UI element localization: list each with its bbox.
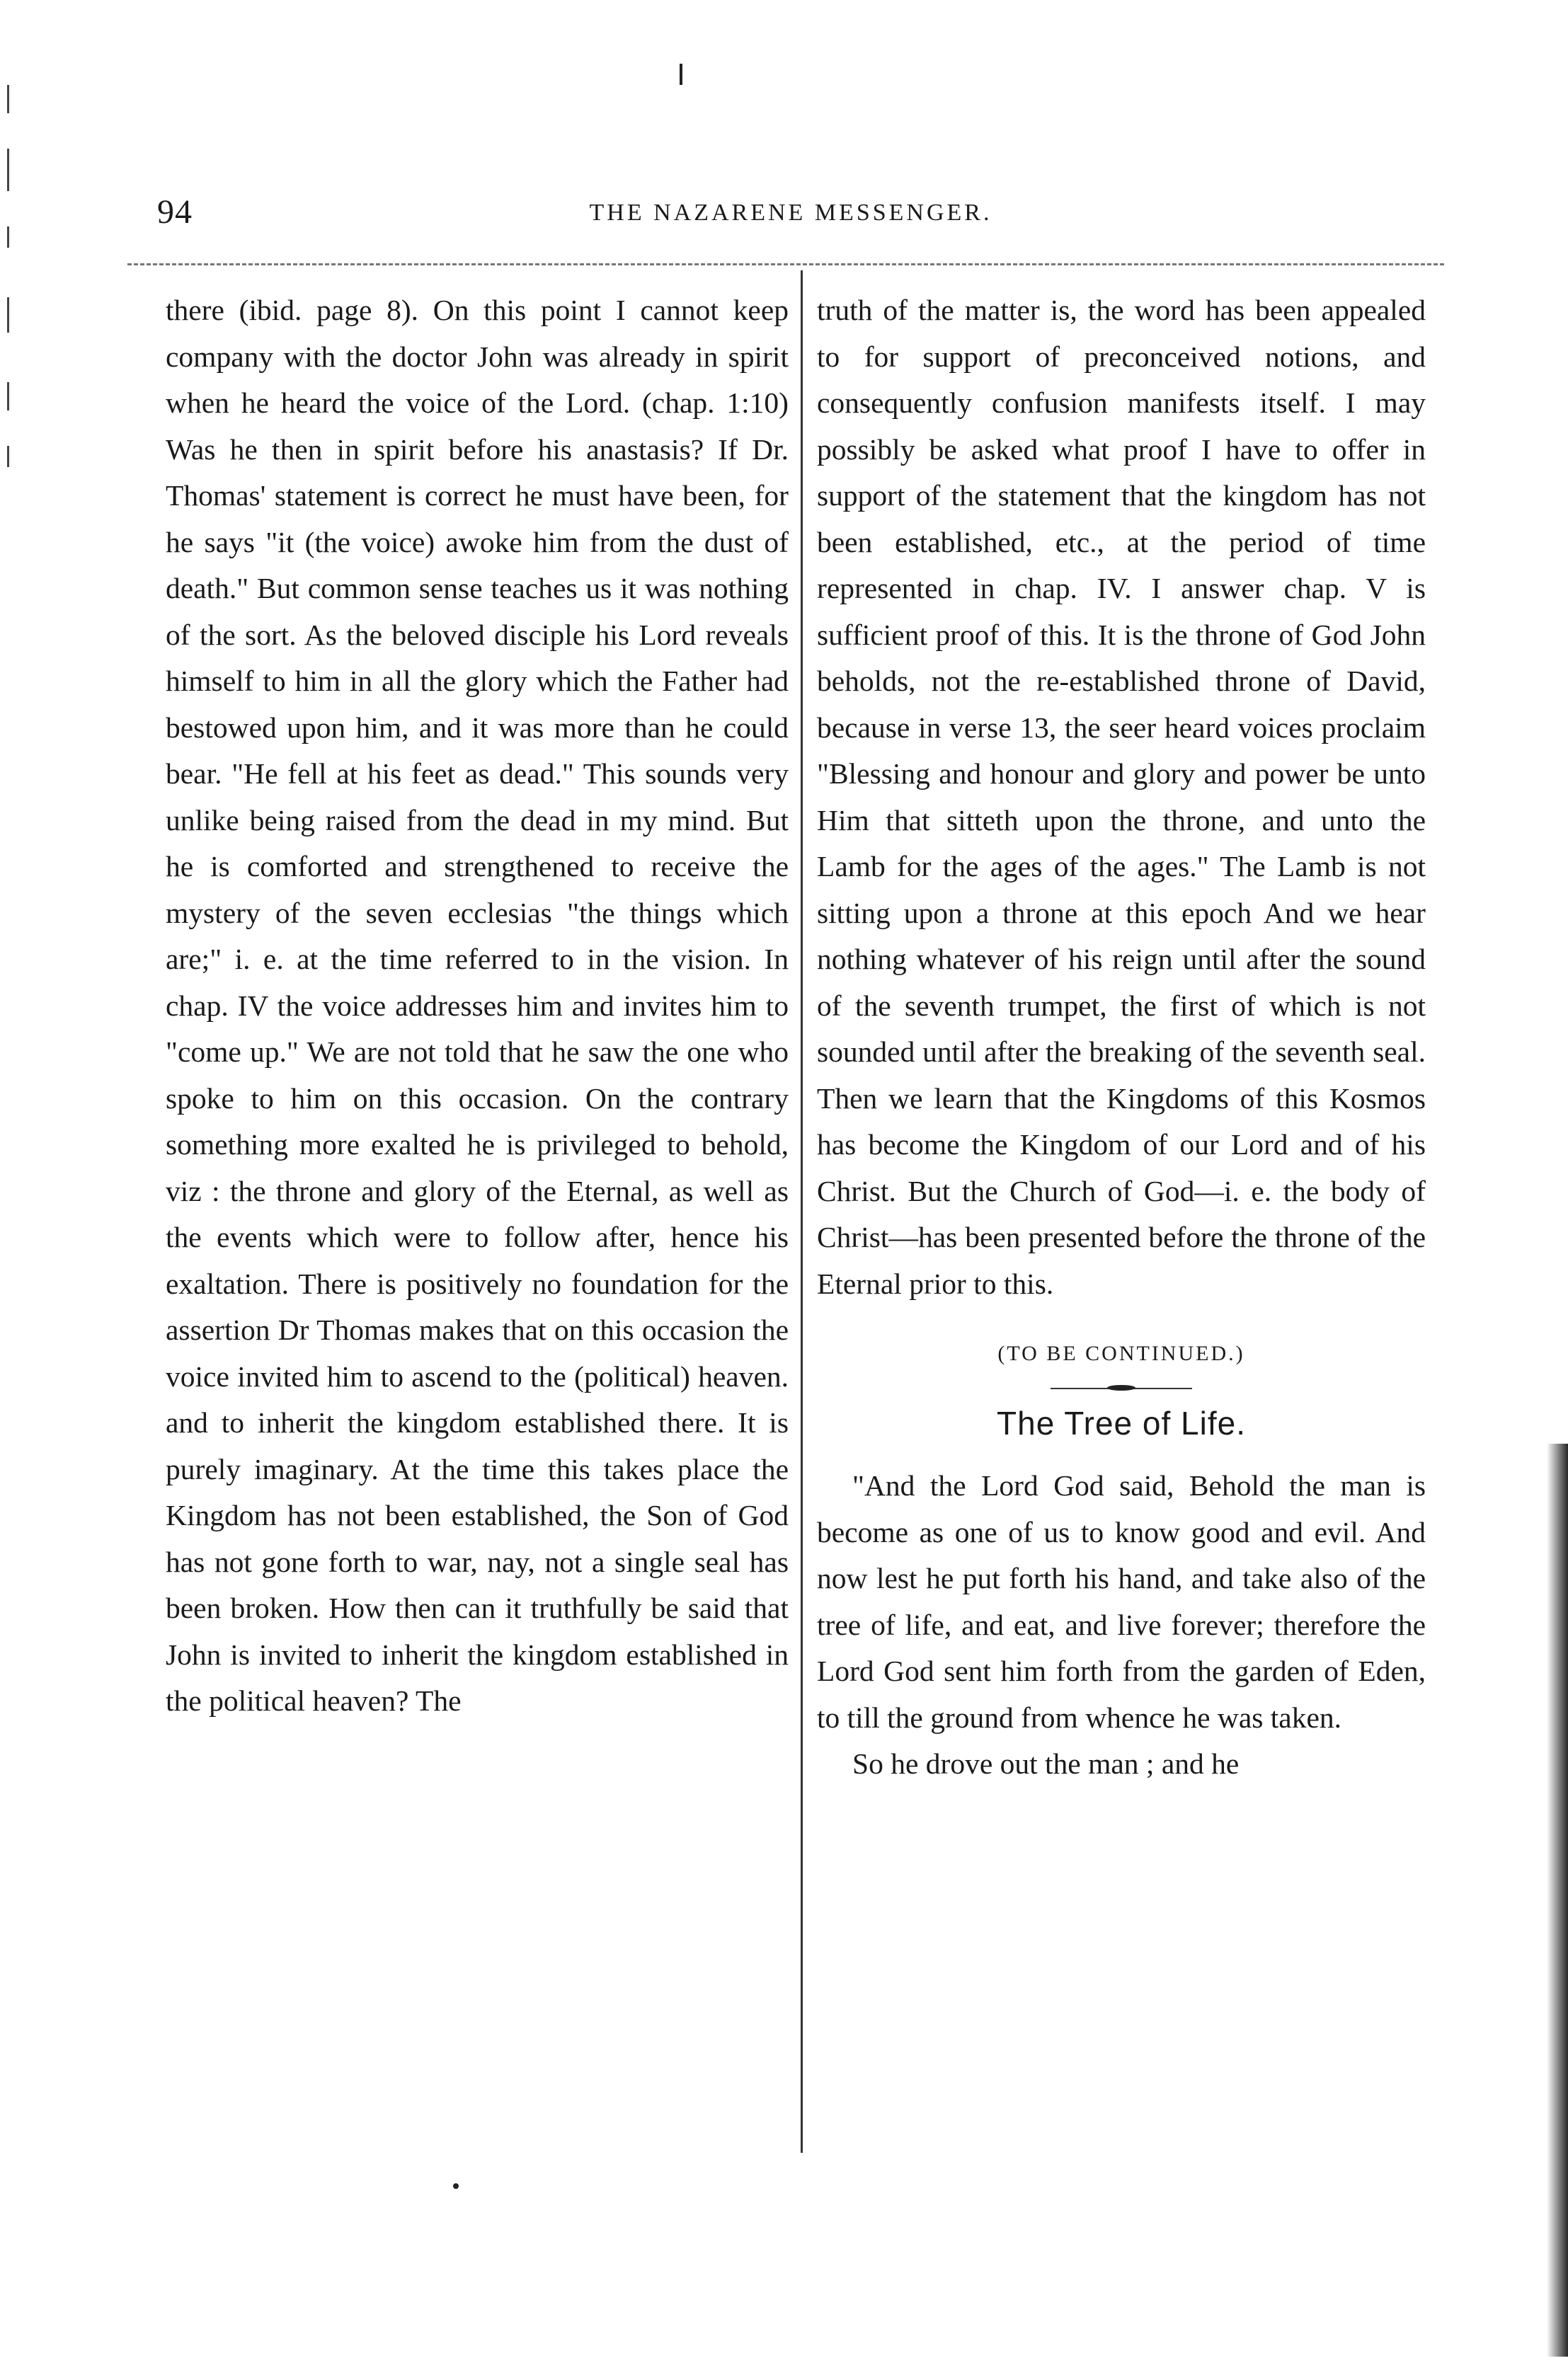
right-column (817, 287, 1426, 1788)
continued-note: (TO BE CONTINUED.) (997, 1342, 1245, 1365)
column-divider (801, 270, 803, 2153)
article-paragraph: "And the Lord God said, Behold the man is become as one of us to know good and evil. And now lest he put forth his hand, and take also of the tree of life, and eat, and live forever; therefore the Lord God sent him forth from the garden of Eden, to till the ground from whence he was taken. (817, 1469, 1426, 1734)
stray-mark-top (680, 64, 682, 85)
stray-dot-bottom (453, 2183, 459, 2189)
page-header (157, 192, 1424, 242)
running-title: THE NAZARENE MESSENGER. (589, 200, 992, 226)
page-number: 94 (157, 193, 193, 231)
article-title: The Tree of Life. (997, 1405, 1246, 1442)
header-rule (127, 263, 1444, 265)
page-edge-shadow (1547, 1444, 1568, 2357)
article-paragraph: So he drove out the man ; and he (852, 1747, 1240, 1780)
left-column (166, 287, 789, 1725)
right-column-text: truth of the matter is, the word has been appealed to for support of preconceived notions, and consequently confusion manifests itself. I may possibly be asked what proof I have to offer in support of the statement that the kingdom has not been established, etc., at the period of time represented in chap. IV. I answer chap. V is sufficient proof of this. It is the throne of God John beholds, not the re-established throne of David, because in verse 13, the seer heard voices proclaim "Blessing and honour and glory and power be unto Him that sitteth upon the throne, and unto the Lamb for the ages of the ages." The Lamb is not sitting upon a throne at this epoch And we hear nothing whatever of his reign until after the sound of the seventh trumpet, the first of which is not sounded until after the breaking of the seventh seal. Then we learn that the Kingdoms of this Kosmos has become the Kingdom of our Lord and of his Christ. But the Church of God—i. e. the body of Christ—has been presented before the throne of the Eternal prior to this. (817, 294, 1426, 1300)
ornament-divider (1051, 1385, 1192, 1392)
margin-marks (7, 85, 13, 481)
left-column-text: there (ibid. page 8). On this point I cannot keep company with the doctor John was already in spirit when he heard the voice of the Lord. (chap. 1:10) Was he then in spirit before his anastasis? If Dr. Thomas' statement is correct he must have been, for he says "it (the voice) awoke him from the dust of death." But common sense teaches us it was nothing of the sort. As the beloved disciple his Lord reveals himself to him in all the glory which the Father had bestowed upon him, and it was more than he could bear. "He fell at his feet as dead." This sounds very unlike being raised from the dead in my mind. But he is comforted and strengthened to receive the mystery of the seven ecclesias "the things which are;" i. e. at the time referred to in the vision. In chap. IV the voice addresses him and invites him to "come up." We are not told that he saw the one who spoke to him on this occasion. On the contrary something more exalted he is privileged to behold, viz : the throne and glory of the Eternal, as well as the events which were to follow after, hence his exaltation. There is positively no foundation for the assertion Dr Thomas makes that on this occasion the voice invited him to ascend to the (political) heaven. and to inherit the kingdom established there. It is purely imaginary. At the time this takes place the Kingdom has not been established, the Son of God has not gone forth to war, nay, not a single seal has been broken. How then can it truthfully be said that John is invited to inherit the kingdom established in the political heaven? The (166, 294, 789, 1717)
